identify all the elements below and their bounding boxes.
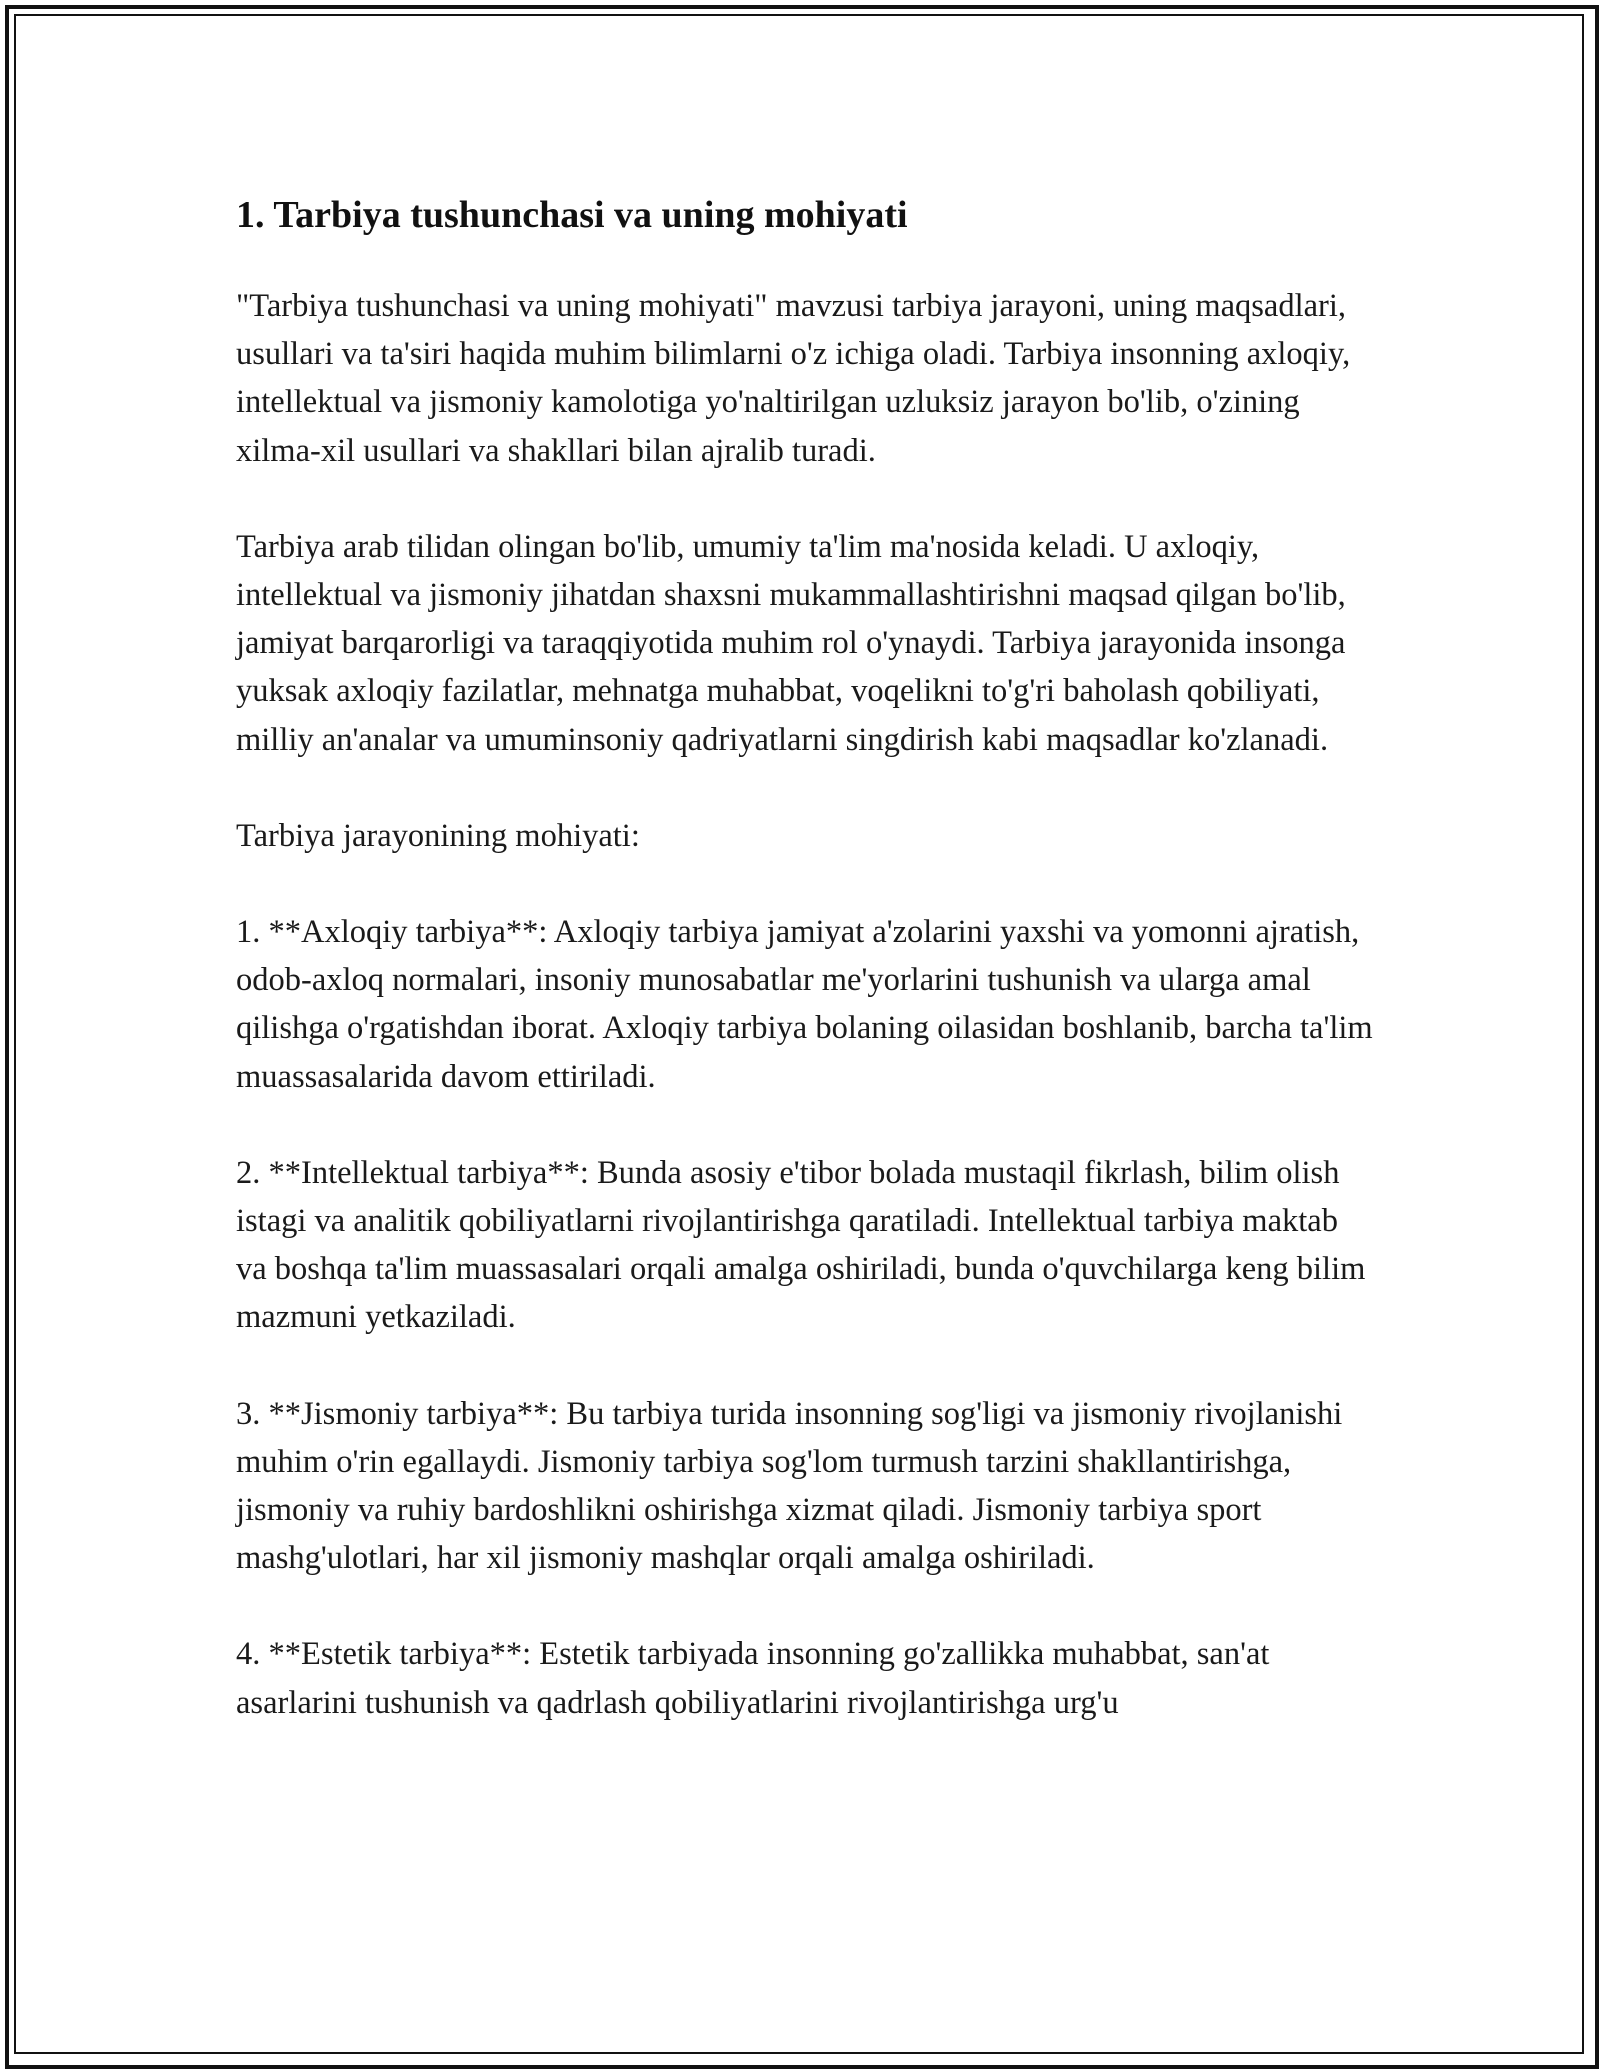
section-heading: 1. Tarbiya tushunchasi va uning mohiyati (236, 194, 908, 236)
paragraph-essence-label: Tarbiya jarayonining mohiyati: (236, 817, 640, 854)
paragraph-intro: "Tarbiya tushunchasi va uning mohiyati" mavzusi tarbiya jarayoni, uning maqsadlari, usullari va ta'siri haqida muhim bilimlarni o'z ichiga oladi. Tarbiya insonning axloqiy, intellektual va jismoniy kamolotiga yo'naltirilgan uzluksiz jarayon bo'lib, o'zining xilma-xil usullari va shakllari bilan ajralib turadi. (236, 288, 1351, 469)
list-item-moral-education: 1. **Axloqiy tarbiya**: Axloqiy tarbiya jamiyat a'zolarini yaxshi va yomonni ajratish, odob-axloq normalari, insoniy munosabatlar me'yorlarini tushunish va ularga amal qilishga o'rgatishdan iborat. Axloqiy tarbiya bolaning oilasidan boshlanib, barcha ta'lim muassasalarida davom ettiriladi. (236, 914, 1373, 1095)
document-body (236, 186, 1376, 1775)
list-item-physical-education: 3. **Jismoniy tarbiya**: Bu tarbiya turida insonning sog'ligi va jismoniy rivojlanishi muhim o'rin egallaydi. Jismoniy tarbiya sog'lom turmush tarzini shakllantirishga, jismoniy va ruhiy bardoshlikni oshirishga xizmat qiladi. Jismoniy tarbiya sport mashg'ulotlari, har xil jismoniy mashqlar orqali amalga oshiriladi. (236, 1395, 1343, 1577)
list-item-aesthetic-education: 4. **Estetik tarbiya**: Estetik tarbiyada insonning go'zallikka muhabbat, san'at asarlarini tushunish va qadrlash qobiliyatlarini rivojlantirishga urg'u (236, 1636, 1270, 1721)
paragraph-etymology: Tarbiya arab tilidan olingan bo'lib, umumiy ta'lim ma'nosida keladi. U axloqiy, intellektual va jismoniy jihatdan shaxsni mukammallashtirishni maqsad qilgan bo'lib, jamiyat barqarorligi va taraqqiyotida muhim rol o'ynaydi. Tarbiya jarayonida insonga yuksak axloqiy fazilatlar, mehnatga muhabbat, voqelikni to'g'ri baholash qobiliyati, milliy an'analar va umuminsoniy qadriyatlarni singdirish kabi maqsadlar ko'zlanadi. (236, 528, 1346, 758)
list-item-intellectual-education: 2. **Intellektual tarbiya**: Bunda asosiy e'tibor bolada mustaqil fikrlash, bilim olish istagi va analitik qobiliyatlarni rivojlantirishga qaratiladi. Intellektual tarbiya maktab va boshqa ta'lim muassasalari orqali amalga oshiriladi, bunda o'quvchilarga keng bilim mazmuni yetkaziladi. (236, 1154, 1366, 1336)
